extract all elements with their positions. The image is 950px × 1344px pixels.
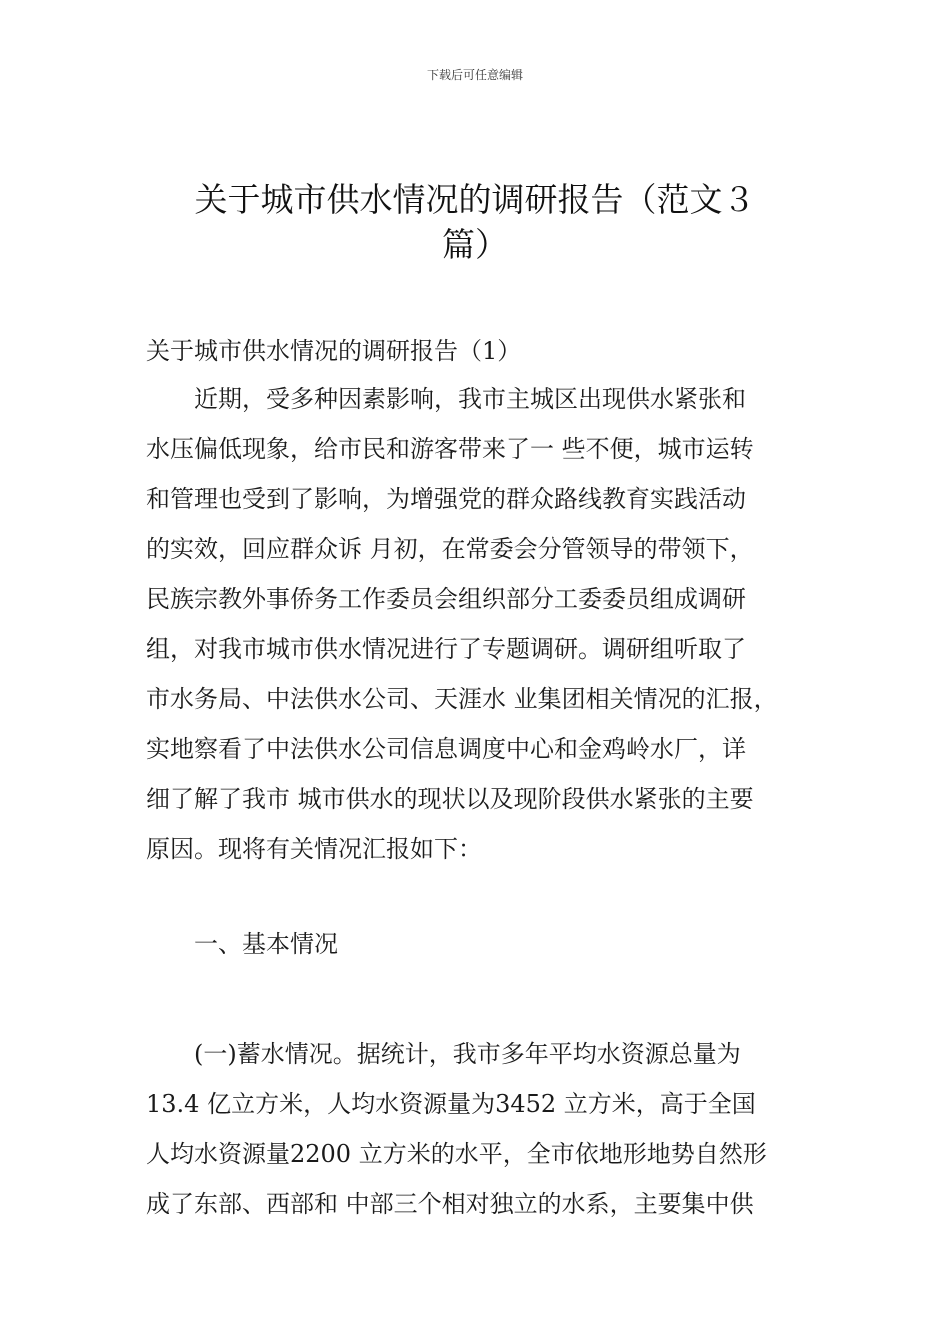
report-subheading: 关于城市供水情况的调研报告（1） [146, 337, 522, 365]
section-heading-basic: 一、基本情况 [194, 930, 338, 958]
paragraph-line: 和管理也受到了影响，为增强党的群众路线教育实践活动 [146, 485, 746, 513]
paragraph-line: 近期，受多种因素影响，我市主城区出现供水紧张和 [146, 385, 746, 413]
intro-paragraph [146, 374, 778, 874]
paragraph-line: 市水务局、中法供水公司、天涯水 业集团相关情况的汇报， [146, 685, 778, 713]
title-line: 关于城市供水情况的调研报告（范文３ [194, 180, 756, 219]
paragraph-line: 13.4 亿立方米，人均水资源量为3452 立方米，高于全国 [146, 1090, 756, 1118]
paragraph-line: 细了解了我市 城市供水的现状以及现阶段供水紧张的主要 [146, 785, 754, 813]
paragraph-line: 组，对我市城市供水情况进行了专题调研。调研组听取了 [146, 635, 746, 663]
paragraph-line: 人均水资源量2200 立方米的水平，全市依地形地势自然形 [146, 1140, 767, 1168]
paragraph-line: 的实效，回应群众诉 月初，在常委会分管领导的带领下， [146, 535, 754, 563]
paragraph-line: 实地察看了中法供水公司信息调度中心和金鸡岭水厂，详 [146, 735, 746, 763]
paragraph-line: 原因。现将有关情况汇报如下： [146, 835, 482, 863]
paragraph-line: (一)蓄水情况。据统计，我市多年平均水资源总量为 [146, 1040, 741, 1068]
paragraph-line: 民族宗教外事侨务工作委员会组织部分工委委员组成调研 [146, 585, 746, 613]
page-header-note: 下载后可任意编辑 [426, 68, 523, 82]
water-storage-paragraph [146, 1029, 767, 1229]
title-line: 篇） [442, 225, 508, 264]
paragraph-line: 成了东部、西部和 中部三个相对独立的水系，主要集中供 [146, 1190, 754, 1218]
document-title [140, 177, 810, 267]
paragraph-line: 水压偏低现象，给市民和游客带来了一 些不便，城市运转 [146, 435, 754, 463]
